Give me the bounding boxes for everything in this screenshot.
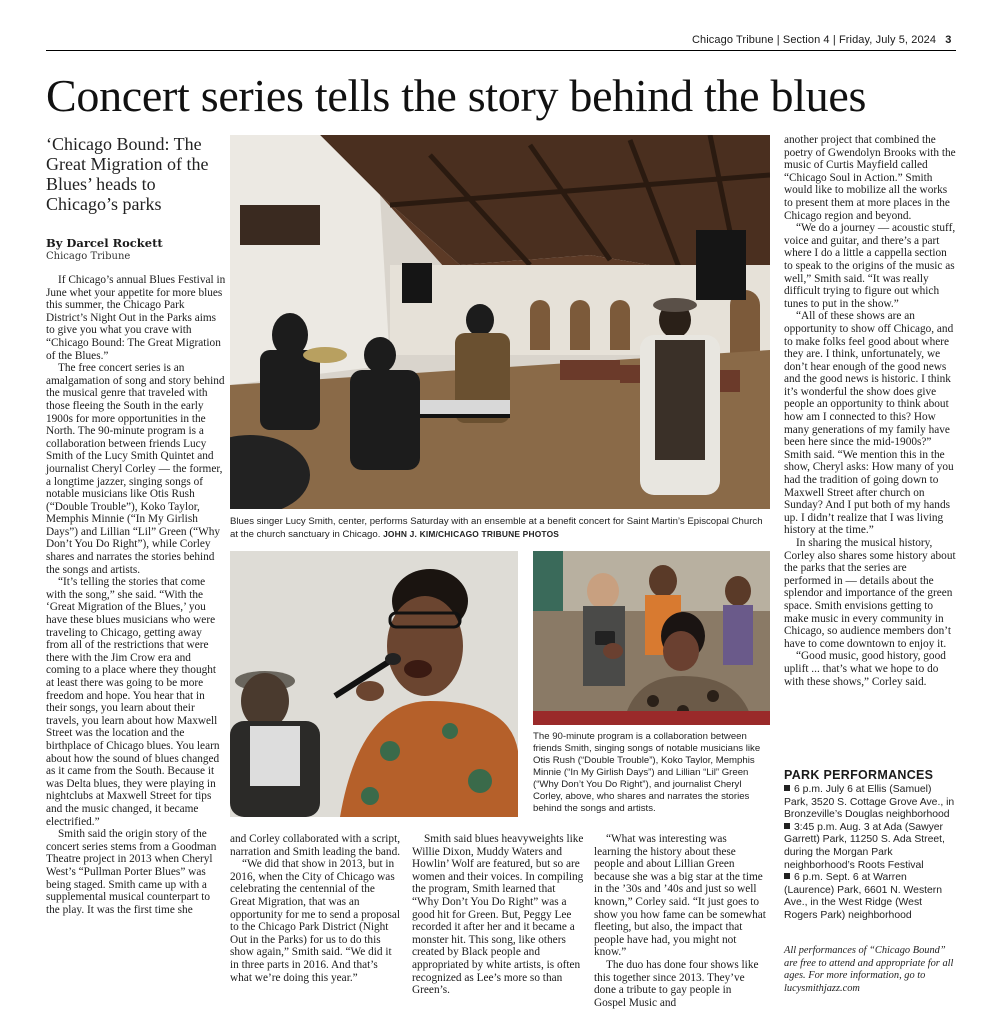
body-paragraph: The free concert series is an amalgamation of song and story behind the musical genre that traveled with those fleeing the South in the early 1900s for more opportunities in the North. The 90-minute program is a collaboration between friends Lucy Smith of the Lucy Smith Quintet and journalist Cheryl Corley — the former, a longtime jazzer, singing songs of notable musicians like Otis Rush (“Double Trouble”), Koko Taylor, Memphis Minnie (“In My Girlish Days”) and Lillian “Lil” Green (“Why Don’t You Do Right”), while Corley shares and narrates the stories behind the songs and artists. (46, 362, 225, 576)
body-column-4 (594, 833, 766, 1009)
folio-line (692, 34, 952, 46)
caption-text: Blues singer Lucy Smith, center, performs Saturday with an ensemble at a benefit concert for Saint Martin’s Episcopal Church at the church sanctuary in Chicago. (230, 516, 763, 540)
body-paragraph: “Good music, good history, good uplift ... that’s what we hope to do with these shows,” Corley said. (784, 650, 946, 688)
byline-organization: Chicago Tribune (46, 251, 131, 262)
folio-separator: | (832, 34, 836, 46)
body-paragraph: In sharing the musical history, Corley also shares some history about the parks that the series are performed in — details about the splendor and importance of the green space. Smith envisions getting to make music in every community in Chicago, so audience members don’t have to come downtown to enjoy it. (784, 537, 956, 650)
body-column-1 (46, 274, 226, 916)
square-bullet-icon (784, 823, 790, 829)
deck: ‘Chicago Bound: The Great Migration of the Blues’ heads to Chicago’s parks (46, 134, 209, 214)
body-paragraph: Smith said blues heavyweights like Willie Dixon, Muddy Waters and Howlin’ Wolf are featured, but so are women and their voices. In compiling the program, Smith learned that “Why Don’t You Do Right” was a good hit for Green. But, Peggy Lee recorded it after her and it became a monster hit. This song, like others created by Black people and appropriated by white artists, is often recognized as Lee’s more so than Green’s. (412, 833, 584, 997)
masthead-name: Chicago Tribune (692, 34, 774, 46)
photo-singer (230, 551, 518, 817)
list-item (784, 872, 956, 922)
caption-audience-photo: The 90-minute program is a collaboration between friends Smith, singing songs of notable musicians like Otis Rush (“Double Trouble”), Koko Taylor, Memphis Minnie (“In My Girlish Days”) and Lillian “Lil” Green (“Why Don’t You Do Right”), and journalist Cheryl Corley, above, who shares and narrates the stories behind the songs and artists. (533, 731, 761, 814)
body-paragraph: another project that combined the poetry of Gwendolyn Brooks with the music of Curtis Mayfield called “Chicago Soul in Action.” Smith would like to mobilize all the works to present them at more places in the Chicago region and beyond. (784, 134, 956, 222)
section-label: Section 4 (782, 34, 830, 46)
top-rule (46, 50, 956, 51)
body-paragraph: “All of these shows are an opportunity to show off Chicago, and to make folks feel good about where they are. I think, unfortunately, we don’t hear enough of the good news and the good news is historic. I think it’s wonderful the show does give people an opportunity to think about how am I connected to this? How many generations of my family have been here since the mid-1900s?” Smith said. “We mention this in the show, Cheryl asks: How many of you had the tradition of going down to Maxwell Street after church on Sunday? And I put both of my hands up. I didn’t realize that I was living history at the time.” (784, 310, 954, 537)
byline: By Darcel Rockett (46, 236, 163, 250)
body-column-2 (230, 833, 402, 984)
body-paragraph: “It’s telling the stories that come with the song,” she said. “With the ‘Great Migration of the Blues,’ you have these blues musicians who were traveling to Chicago, getting away from all of the restrictions that were there with the Jim Crow era and coming to a place where they thought at least there was going to be more freedom and hope. You hear that in their songs, you learn about their travels, you learn about how Maxwell Street was the location and the birthplace of Chicago blues. You learn about how the sound of blues changed as it came from the South. Because it was Delta blues, they were playing in nightclubs at Maxwell Street for tips and the music changed, it became electrified.” (46, 576, 220, 828)
list-item (784, 784, 956, 822)
body-paragraph: and Corley collaborated with a script, narration and Smith leading the band. (230, 833, 401, 858)
park-performances-heading: PARK PERFORMANCES (784, 768, 934, 782)
photo-church-concert (230, 135, 770, 509)
park-performances-note: All performances of “Chicago Bound” are free to attend and appropriate for all ages. For more information, go to lucysmithjazz.com (784, 945, 954, 994)
list-item (784, 822, 956, 872)
body-column-5 (784, 134, 956, 688)
square-bullet-icon (784, 785, 790, 791)
body-paragraph: Smith said the origin story of the concert series stems from a Goodman Theatre project in 2013 when Cheryl West’s “Pullman Porter Blues” was being staged. Smith came up with a supplemental musical counterpart to the play. It was the first time she (46, 828, 217, 916)
list-item-text: 3:45 p.m. Aug. 3 at Ada (Sawyer Garrett) Park, 11250 S. Ada Street, during the Morgan Park neighborhood’s Roots Festival (784, 821, 945, 871)
body-paragraph: “We did that show in 2013, but in 2016, when the City of Chicago was celebrating the centennial of the Great Migration, that was an opportunity for me to send a proposal to the Chicago Park District (Night Out in the Parks) for us to do this show again,” Smith said. “We did it in three parts in 2016. And that’s what we’re doing this year.” (230, 858, 401, 984)
body-paragraph: “We do a journey — acoustic stuff, voice and guitar, and there’s a part where I do a little a cappella section to speak to the origins of the music as well,” Smith said. “It was really difficult trying to figure out which tunes to put in the show.” (784, 222, 956, 310)
folio-separator: | (776, 34, 780, 46)
body-paragraph: The duo has done four shows like this together since 2013. They’ve done a tribute to gay people in Gospel Music and (594, 958, 759, 1009)
caption-main-photo (230, 516, 770, 541)
list-item-text: 6 p.m. July 6 at Ellis (Samuel) Park, 3520 S. Cottage Grove Ave., in Bronzeville’s Douglas neighborhood (784, 784, 955, 821)
publication-date: Friday, July 5, 2024 (838, 34, 937, 46)
body-paragraph: “What was interesting was learning the history about these people and about Lillian Green because she was a big star at the time in the ’30s and ’40s and just so well known,” Corley said. “It just goes to show you how fame can be somewhat fleeting, but also, the impact that people have had, you might not know.” (594, 833, 766, 959)
page-number: 3 (945, 34, 952, 46)
headline: Concert series tells the story behind the blues (46, 70, 867, 121)
body-paragraph: If Chicago’s annual Blues Festival in June whet your appetite for more blues this summer, the Chicago Park District’s Night Out in the Parks aims to give you what you crave with “Chicago Bound: The Great Migration of the Blues.” (46, 274, 226, 362)
square-bullet-icon (784, 873, 790, 879)
photo-audience (533, 551, 770, 725)
body-column-3 (412, 833, 584, 997)
park-performances-list (784, 784, 956, 923)
photo-credit: JOHN J. KIM/CHICAGO TRIBUNE PHOTOS (383, 529, 560, 539)
list-item-text: 6 p.m. Sept. 6 at Warren (Laurence) Park, 6601 N. Western Ave., in the West Ridge (West Rogers Park) neighborhood (784, 872, 943, 921)
